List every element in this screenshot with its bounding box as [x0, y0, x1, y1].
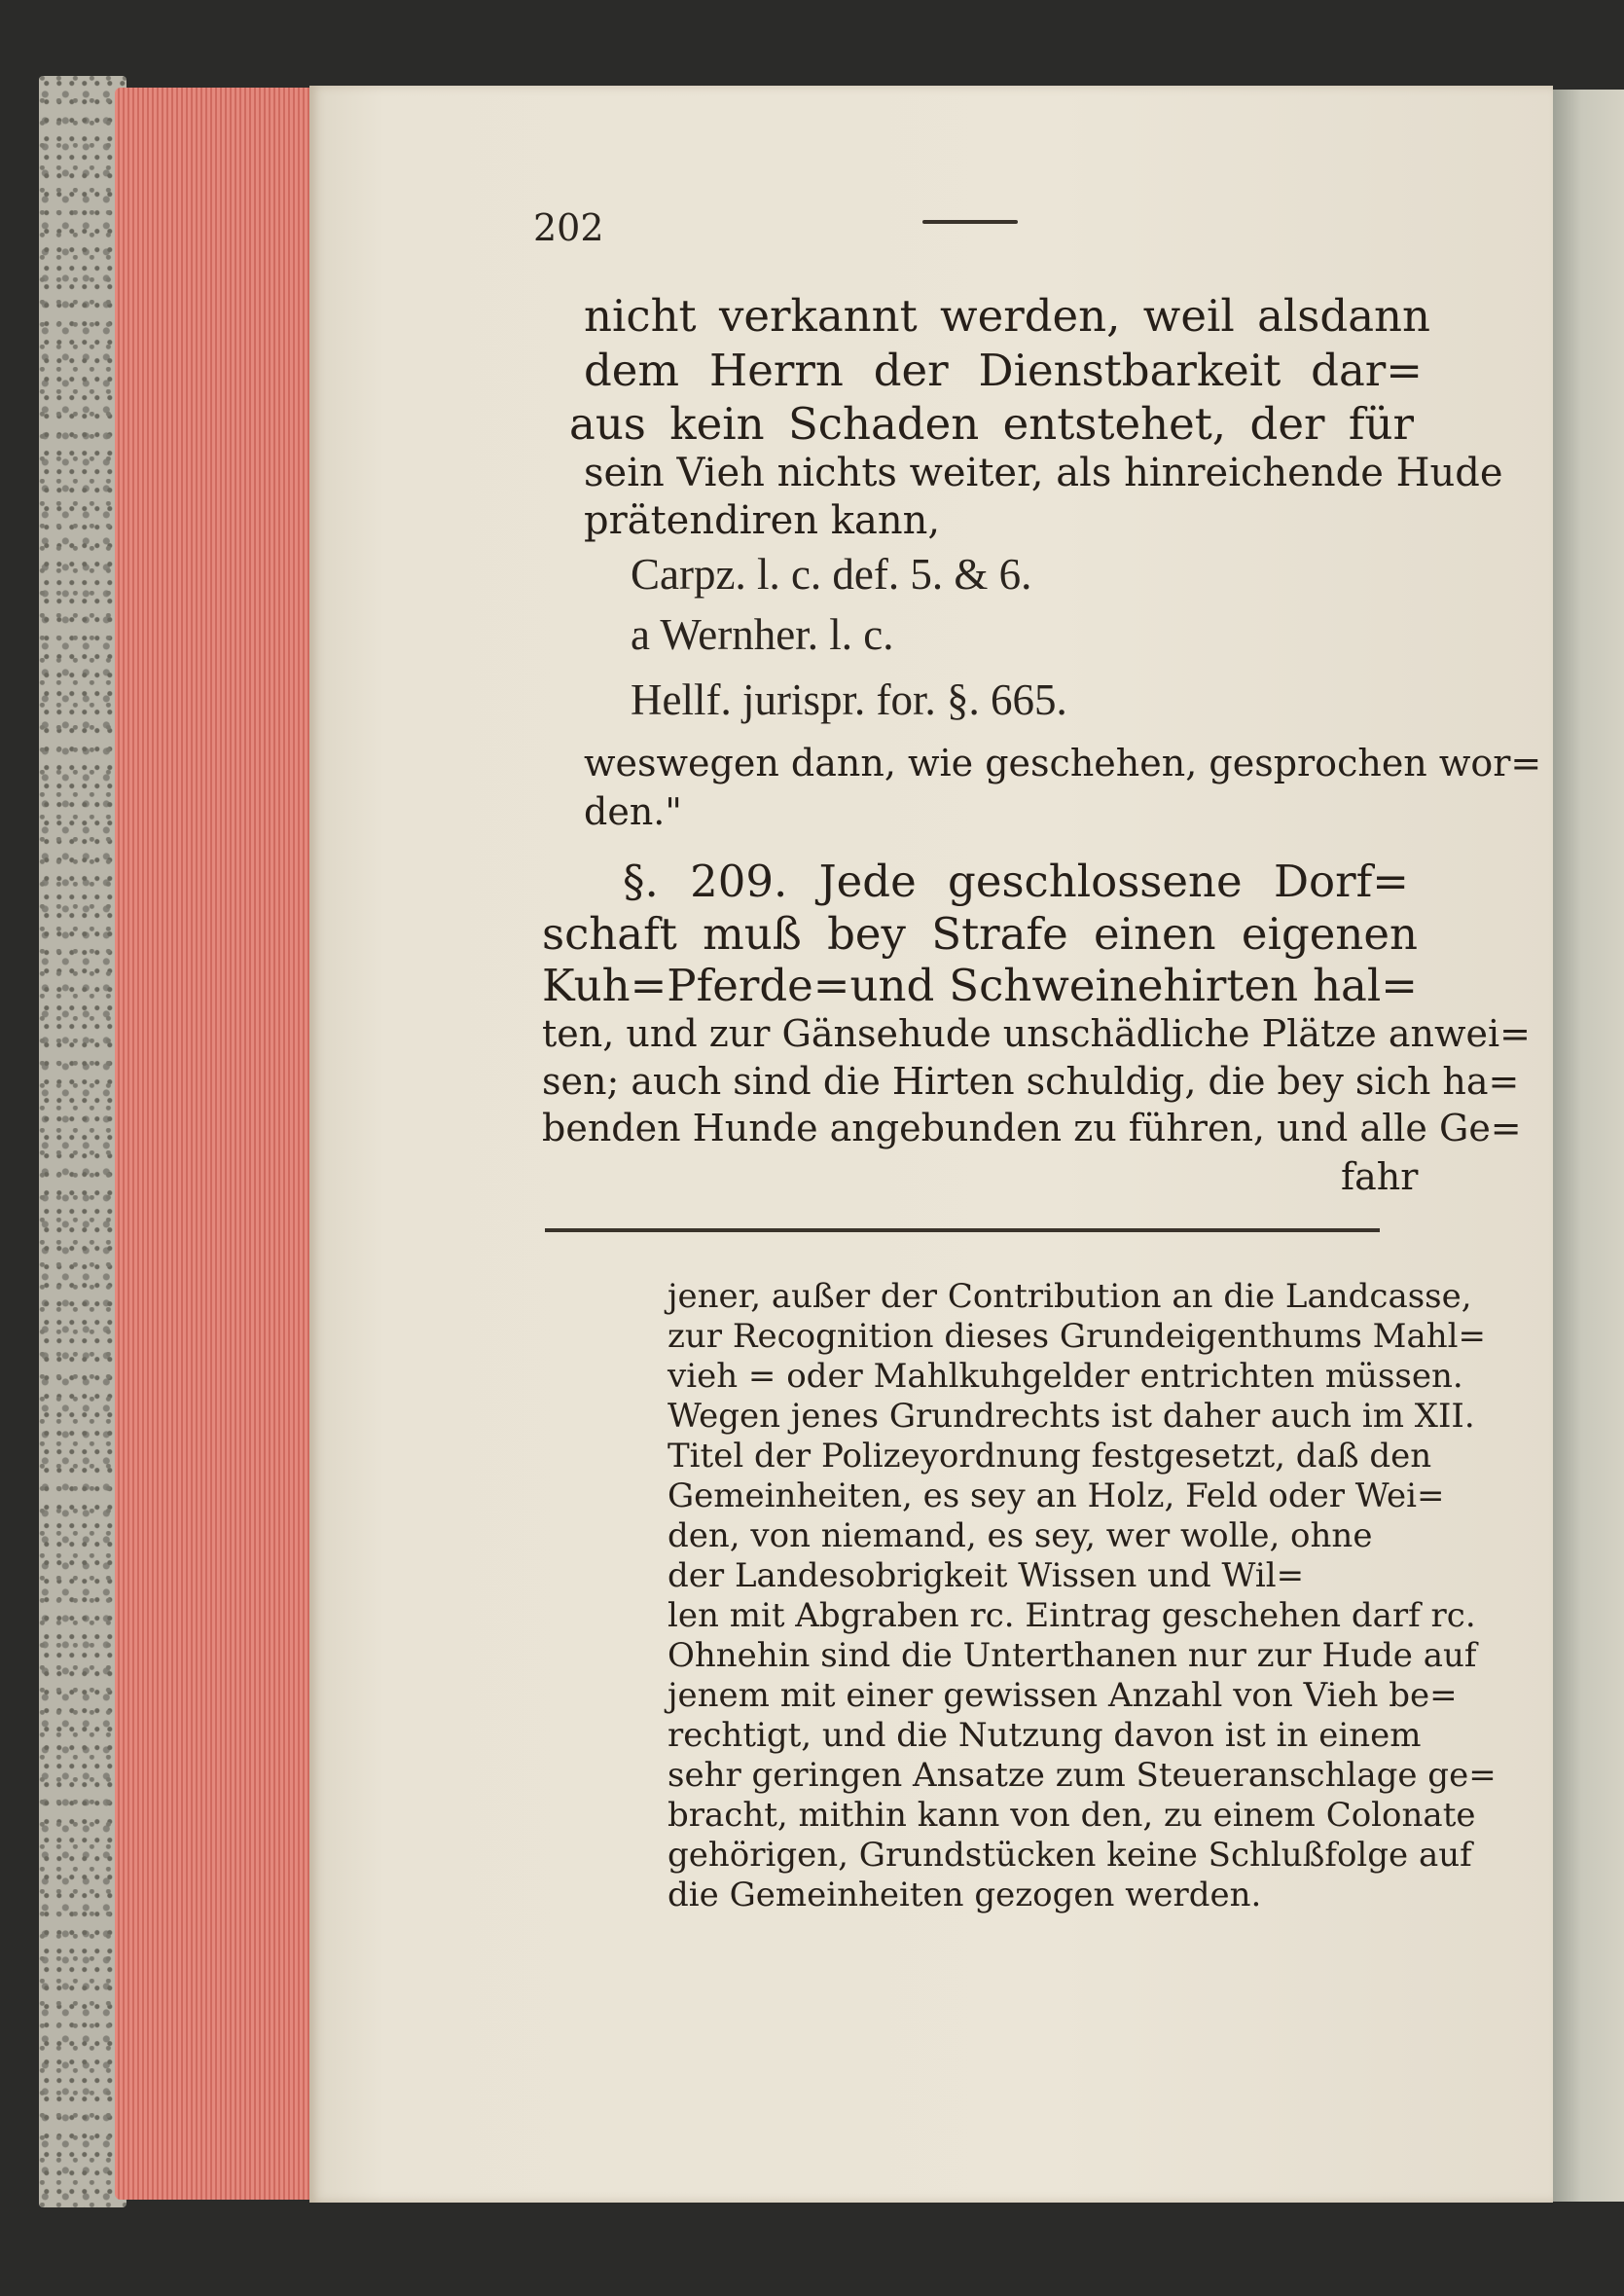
footnote-line: Ohnehin sind die Unterthanen nur zur Hude auf: [668, 1636, 1477, 1675]
footnote-line: zur Recognition dieses Grundeigenthums Mahl=: [668, 1317, 1486, 1356]
page-number: 202: [533, 206, 604, 249]
main-text-line: nicht verkannt werden, weil alsdann: [584, 290, 1430, 342]
main-text-line: prätendiren kann,: [584, 498, 941, 543]
section-text-line: §. 209. Jede geschlossene Dorf=: [623, 856, 1409, 907]
footnote-line: den, von niemand, es sey, wer wolle, ohne: [668, 1516, 1373, 1555]
section-text-line: ten, und zur Gänsehude unschädliche Plätze anwei=: [542, 1012, 1531, 1055]
footnote-line: vieh = oder Mahlkuhgelder entrichten müssen.: [668, 1357, 1463, 1396]
footnote-line: len mit Abgraben rc. Eintrag geschehen darf rc.: [668, 1596, 1476, 1635]
footnote-line: sehr geringen Ansatze zum Steueranschlage ge=: [668, 1756, 1497, 1795]
footnote-line: bracht, mithin kann von den, zu einem Colonate: [668, 1796, 1476, 1835]
section-text-line: sen; auch sind die Hirten schuldig, die bey sich ha=: [542, 1060, 1520, 1103]
footnote-line: Titel der Polizeyordnung festgesetzt, daß den: [668, 1437, 1432, 1476]
facing-page-edge: [1553, 90, 1624, 2202]
main-text-line: dem Herrn der Dienstbarkeit dar=: [584, 345, 1423, 396]
citation-line: Hellf. jurispr. for. §. 665.: [631, 675, 1067, 724]
footnote-line: Wegen jenes Grundrechts ist daher auch im XII.: [668, 1397, 1475, 1436]
footnote-line: rechtigt, und die Nutzung davon ist in einem: [668, 1716, 1422, 1755]
citation-line: Carpz. l. c. def. 5. & 6.: [631, 550, 1032, 599]
header-ornament: [922, 220, 1018, 224]
catchword: fahr: [1341, 1155, 1419, 1198]
section-text-line: benden Hunde angebunden zu führen, und alle Ge=: [542, 1107, 1522, 1149]
main-text-line: aus kein Schaden entstehet, der für: [569, 398, 1414, 450]
main-text-line: den.": [584, 790, 682, 833]
main-text-line: weswegen dann, wie geschehen, gesprochen wor=: [584, 742, 1542, 784]
main-text-line: sein Vieh nichts weiter, als hinreichende Hude: [584, 451, 1503, 495]
footnote-line: jener, außer der Contribution an die Landcasse,: [668, 1277, 1472, 1316]
footnote-line: der Landesobrigkeit Wissen und Wil=: [668, 1556, 1305, 1595]
citation-line: a Wernher. l. c.: [631, 610, 894, 659]
book-cover-left: [39, 76, 126, 2207]
footnote-divider: [545, 1228, 1380, 1232]
footnote-line: Gemeinheiten, es sey an Holz, Feld oder Wei=: [668, 1476, 1445, 1515]
footnote-line: jenem mit einer gewissen Anzahl von Vieh be=: [668, 1676, 1458, 1715]
section-text-line: schaft muß bey Strafe einen eigenen: [542, 908, 1418, 960]
section-text-line: Kuh=Pferde=und Schweinehirten hal=: [542, 960, 1418, 1011]
footnote-line: die Gemeinheiten gezogen werden.: [668, 1876, 1262, 1914]
footnote-line: gehörigen, Grundstücken keine Schlußfolge auf: [668, 1836, 1472, 1875]
page-edges: [115, 88, 317, 2200]
